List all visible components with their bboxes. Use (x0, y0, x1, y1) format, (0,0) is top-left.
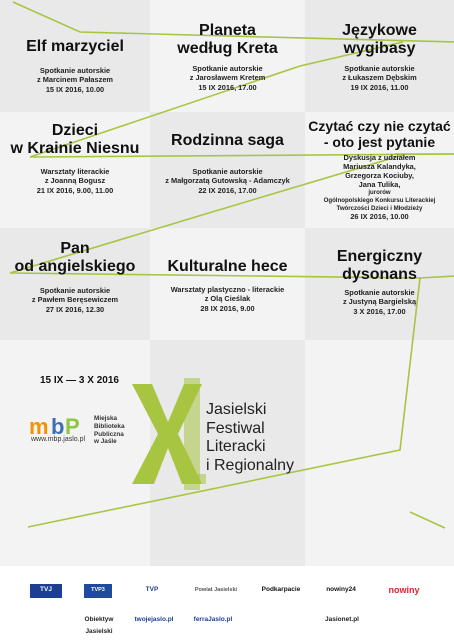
event-description: Spotkanie autorskie z Małgorzatą Gutowską - Adamczyk 22 IX 2016, 17.00 (165, 167, 290, 195)
sponsor-powiat: Powiat Jasielski (194, 587, 238, 593)
sponsor-tvp: TVP (145, 586, 159, 593)
event-energiczny-dysonans (305, 248, 454, 316)
event-jezykowe-wygibasy (305, 22, 454, 92)
event-title: Czytać czy nie czytać - oto jest pytanie (308, 118, 451, 150)
event-title: Rodzinna saga (171, 132, 284, 149)
event-rodzinna-saga (150, 132, 305, 195)
sponsor-nowiny: nowiny (388, 585, 420, 595)
library-logo-p: P (65, 414, 80, 439)
sponsor-tvj: TVJ (30, 584, 62, 598)
library-logo-m: m (29, 414, 49, 439)
library-url[interactable]: www.mbp.jaslo.pl (31, 436, 86, 443)
festival-dates: 15 IX — 3 X 2016 (40, 375, 119, 386)
sponsor-tvp3: TVP3 Rzeszów (84, 584, 112, 598)
event-pan-od-angielskiego (0, 240, 150, 314)
sponsor-ferrajaslo: ferraJaslo.pl (193, 616, 233, 623)
sponsors-strip (0, 566, 454, 640)
sponsor-twojejaslo: twojejaslo.pl (134, 616, 174, 623)
event-title: Kulturalne hece (167, 258, 288, 275)
event-kulturalne-hece (150, 258, 305, 313)
event-elf-marzyciel (0, 38, 150, 94)
sponsor-obiektyw: Obiektyw Jasielski (84, 616, 114, 635)
sponsor-podkarpacie: Podkarpacie (261, 586, 301, 593)
event-description: Warsztaty plastyczno - literackie z Olą Cieślak 28 IX 2016, 9.00 (170, 285, 285, 313)
event-description: Dyskusja z udziałem Mariusza Kalandyka, Grzegorza Kociuby, Jana Tulika, (343, 153, 416, 189)
event-title: Planeta według Kreta (177, 22, 278, 57)
event-title: Dzieci w Krainie Niesnu (10, 122, 140, 157)
event-description: Spotkanie autorskie z Justyną Bargielską 3 X 2016, 17.00 (342, 288, 417, 316)
event-description: Spotkanie autorskie z Pawłem Beręsewiczem 27 IX 2016, 12.30 (31, 286, 119, 314)
event-dzieci (0, 122, 150, 195)
event-title: Energiczny dysonans (336, 248, 423, 283)
event-date: 26 IX 2016, 10.00 (350, 212, 409, 222)
library-logo-b: b (51, 414, 65, 439)
event-description: Spotkanie autorskie z Marcinem Pałaszem 15 IX 2016, 10.00 (37, 66, 113, 94)
event-czytac-czy-nie (305, 118, 454, 222)
event-planeta (150, 22, 305, 92)
festival-numeral-xl (128, 378, 208, 490)
event-note: jurorów Ogólnopolskiego Konkursu Literackiej Twórczości Dzieci i Młodzieży (323, 189, 436, 212)
library-name: Miejska Biblioteka Publiczna w Jaśle (94, 415, 125, 446)
event-description: Spotkanie autorskie z Łukaszem Dębskim 19 IX 2016, 11.00 (342, 64, 417, 92)
sponsor-jasionet: Jasionet.pl (325, 616, 359, 623)
event-description: Warsztaty literackie z Joanną Bogusz 21 IX 2016, 9.00, 11.00 (36, 167, 114, 195)
event-description: Spotkanie autorskie z Jarosławem Kretem 15 IX 2016, 17.00 (189, 64, 266, 92)
event-title: Językowe wygibasy (342, 22, 417, 57)
event-title: Pan od angielskiego (14, 240, 136, 275)
event-title: Elf marzyciel (26, 38, 124, 55)
sponsor-nowiny24: nowiny24 (326, 586, 356, 593)
festival-name: Jasielski Festiwal Literacki i Regionalny (206, 401, 295, 474)
